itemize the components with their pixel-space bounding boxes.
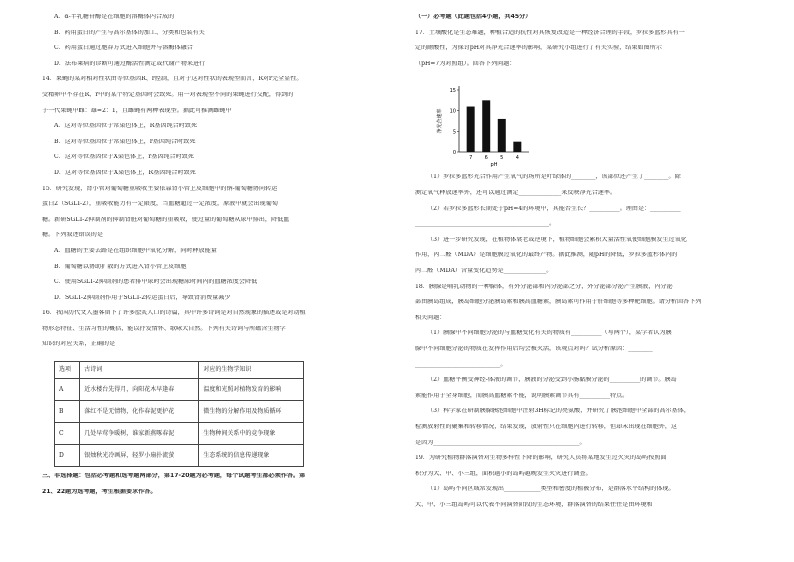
left-column xyxy=(42,14,387,504)
table-header-poem: 古诗词 xyxy=(80,362,199,379)
table-row xyxy=(55,445,304,467)
table-row xyxy=(55,423,304,445)
text-line-q18_2b: 素能作用于全身细胞，而胰高血糖素不能，说明胰素调节具有__________特点。 xyxy=(415,392,629,399)
table-row xyxy=(55,401,304,423)
table-cell: 近水楼台先得月，向阳花木早逢春 xyxy=(80,379,199,401)
text-line-q18b: 部由胰岛组成，胰岛细胞分泌胰岛素和胰高血糖素，胰岛素可作用于肝细胞等多种靶细胞。请分析回答下列 xyxy=(415,299,702,306)
table-cell: D xyxy=(55,445,80,467)
text-line-q19b: 积分为大、中、小三组，面积越小的岛屿越晚发生火灾进行调查。 xyxy=(415,470,592,477)
y-tick-label: 10 xyxy=(449,109,456,116)
text-line-b13: B．药用蛋白的产生与高尔基体的加工、分类和包装有关 xyxy=(54,29,205,36)
table-cell: 温度和光照对植物发育的影响 xyxy=(199,379,304,401)
table-cell: C xyxy=(55,423,80,445)
text-line-q17_2: （2）若罗拉多蓝杉长期处于pH=4的环境中，其能否生长？__________。理由是：__________ xyxy=(427,205,681,212)
text-line-q15a: 15．研究发现，肾小管对葡萄糖重吸收主要依靠肾小管上皮细胞中的钠-葡萄糖协同转运 xyxy=(42,185,278,192)
text-line-q19_1: （1）岛屿不同区域常发现出____________类型和密度的植被分布，是群落水平结构的体现。 xyxy=(427,486,675,493)
table-header-row xyxy=(55,362,304,379)
text-line-q18_1c: ____________________________。 xyxy=(415,361,507,368)
text-line-a14: A．这对等位基因位于常染色体上，R基因纯合时致死 xyxy=(54,123,198,130)
right-lines-a xyxy=(415,30,760,77)
table-cell: 生物种间关系中的竞争现象 xyxy=(199,423,304,445)
text-line-q18_2: （2）血糖平衡受神经-体液的调节，胰液的分泌受到小肠黏膜分泌的__________的调节。胰岛 xyxy=(427,377,677,384)
text-line-q15c: 糖。新研SGLT-2抑制剂的抑制肾脏对葡萄糖的重吸收，使过量的葡萄糖从尿中排出，降低血 xyxy=(42,216,290,223)
text-line-a15: A．血糖的主要去路是在组织细胞中氧化分解，同时释放能量 xyxy=(54,247,217,254)
right-column xyxy=(415,14,760,518)
text-line-q19a: 19．为研究植物群落演替对生物多样性下降的影响，研究人员将某地发生过火灾的岛屿按照面 xyxy=(415,455,667,462)
text-line-q18c: 相关问题： xyxy=(415,314,446,321)
left-bottom-lines xyxy=(42,473,387,504)
text-line-q18_1b: 腺中不同细胞分泌的物质在发挥作用后均会被灭活，该观点对吗？试分析原因：________ xyxy=(415,346,653,352)
text-line-q18_3c: 是因为________________________________________________。 xyxy=(415,439,586,446)
text-line-s3a: 三、非选择题：包括必考题和选考题两部分，第17-20题为必考题，每个试题考生都必须作答。第 xyxy=(42,473,306,480)
text-line-q17_3: （3）进一步研究发现，在植物体衰老或逆境下，植物细胞会累积大量活性氧使细胞膜发生过氧化 xyxy=(427,236,687,243)
table-header-option: 选项 xyxy=(55,362,80,379)
text-line-q17_1b: 测定氧气释放速率外，还可以通过测定______________来反映净光合速率。 xyxy=(415,190,617,197)
text-line-q19_1b: 大、中、小三组岛屿可以代表不同演替阶段的生态环境，群落演替的结果往往是由环境和 xyxy=(415,501,653,508)
text-line-q18_3: （3）科学家在研制胰腺胰泡细胞中注射3H标记的亮氨酸，并研究了胰泡细胞中全部的高尔基体， xyxy=(427,408,690,415)
y-tick-label: 15 xyxy=(449,88,456,95)
left-top-lines xyxy=(42,14,387,357)
bar-4 xyxy=(513,142,521,152)
bar-6 xyxy=(482,101,490,153)
text-line-q16c: 知识的对应关系，正确的是 xyxy=(42,341,116,348)
text-line-q16a: 16．我国历代文人墨客留下了许多脍炙人口的诗篇，其中许多诗词是对自然现象的描述或是对动植 xyxy=(42,310,306,317)
x-tick-label: 7 xyxy=(469,155,473,162)
x-tick-label: 4 xyxy=(515,155,519,162)
text-line-q18a: 18．胰腺是哺乳动物的一种腺体，有外分泌部和内分泌部之分，外分泌部分泌产生胰液，内分泌 xyxy=(415,283,673,290)
bar-5 xyxy=(498,119,506,152)
x-tick-label: 6 xyxy=(484,155,488,162)
x-tick-label: 5 xyxy=(500,155,504,162)
table-cell: 微生物的分解作用及物质循环 xyxy=(199,401,304,423)
text-line-q17_2b: ____________________________________________。 xyxy=(415,221,556,228)
bar-7 xyxy=(467,107,475,152)
x-axis-label: pH xyxy=(490,162,498,169)
text-line-d13: D．法布莱病的诊断可通过酶活性测定或代谢产物来进行 xyxy=(54,60,206,67)
text-line-d15: D．SGLT-2抑制剂作用于SGLT-2转运蛋白后，导致肾消费量减少 xyxy=(54,294,231,301)
text-line-c13: C．药用蛋白通过胞吞方式进入细胞并与溶酶体融合 xyxy=(54,45,193,52)
y-tick-label: 5 xyxy=(452,129,456,136)
y-axis-label: 净光合速率 xyxy=(437,108,443,134)
text-line-q18_1: （1）胰腺中不同细胞分泌的与血糖变化有关的物质有__________（写两个），某学者认为胰 xyxy=(427,330,672,337)
text-line-q17_3b: 作用，丙二醛（MDA）是细胞膜过氧化的最终产物。据此推测，随pH的降低，罗拉多蓝杉体内的 xyxy=(415,252,678,259)
text-line-q15d: 糖。下列叙述错误的是 xyxy=(42,232,103,239)
text-line-q17_3c: 丙二醛（MDA）含量变化趋势是______________。 xyxy=(415,268,553,275)
text-line-q17b: 定的耐酸性，为探讨pH对其净光合速率的影响，某研究小组进行了有关实验，结果如图所示 xyxy=(415,45,662,52)
text-line-q15b: 蛋白2（SGLT-2），重吸收能力有一定限度，当血糖超过一定浓度，原液中就会出现葡萄 xyxy=(42,201,278,208)
text-line-c14: C．这对等位基因位于X染色体上，r基因纯合时致死 xyxy=(54,154,194,161)
table-cell: 落红不是无情物，化作春泥更护花 xyxy=(80,401,199,423)
text-line-b14: B．这对等位基因位于常染色体上，r基因纯合时致死 xyxy=(54,138,196,145)
text-line-b15: B．葡萄糖以协助扩散的方式进入肾小管上皮细胞 xyxy=(54,263,187,270)
text-line-s3b: 21、22题为选考题，考生根据要求作答。 xyxy=(42,488,157,495)
text-line-q17a: 17．土壤酸化是生态难题，种植合适的抗性对其恢复改造是一种经济合理的手段，罗拉多蓝杉具有一 xyxy=(415,29,685,36)
text-line-q14b: 受精卵中不存在R、r中的某个特定基因时会致死。用一对表现型不同的果蝇进行交配，得到的 xyxy=(42,91,294,98)
ph-bar-chart xyxy=(435,78,555,168)
text-line-q18_3b: 检测放射性的聚集和转移情况，结果发现，放射性只在细胞内进行转移，但却未出现在细胞外，这 xyxy=(415,423,678,430)
table-row xyxy=(55,379,304,401)
text-line-q16b: 物形态特征、生活习性的概括，能以抒发情怀、歌咏大自然。下列有关诗词与所蕴含生物学 xyxy=(42,325,286,332)
text-line-c15: C．使用SGLT-2抑制剂的患者排中尿时会出现糖尿时间内的血糖浓度会降低 xyxy=(54,279,258,286)
table-cell: 银烛秋光冷画屏，轻罗小扇扑流萤 xyxy=(80,445,199,467)
text-line-d14: D．这对等位基因位于X染色体上，R基因纯合时致死 xyxy=(54,169,196,176)
text-line-q17c: （pH=7为对照组）。回答下列问题： xyxy=(415,60,516,67)
table-cell: A xyxy=(55,379,80,401)
table-cell: 几处早莺争暖树，谁家新燕啄春泥 xyxy=(80,423,199,445)
y-tick-label: 0 xyxy=(452,150,456,157)
text-line-q17_1: （1）罗拉多蓝杉光合作用产生氧气的场所是叶绿体的________，该部位还产生了________。除 xyxy=(427,174,681,181)
poem-table xyxy=(54,361,304,467)
section-title: （一）必考题（此题包括4小题，共45分） xyxy=(415,14,532,20)
right-lines-b xyxy=(415,174,760,517)
table-cell: 生态系统的信息传递现象 xyxy=(199,445,304,467)
text-line-q14a: 14．果蝇的某对相对性状由等位基因R、r控制，且对于这对性状的表现型而言，R对r完全显性。 xyxy=(42,76,303,83)
table-header-knowledge: 对应的生物学知识 xyxy=(199,362,304,379)
table-cell: B xyxy=(55,401,80,423)
text-line-q14c: 子一代果蝇中雌：雄=2：1，且雌蝇有两种表现型。据此可推测雌蝇中 xyxy=(42,107,232,114)
text-line-a13: A．α-半乳糖苷酶是在细胞的溶酶体内合成的 xyxy=(54,14,175,20)
